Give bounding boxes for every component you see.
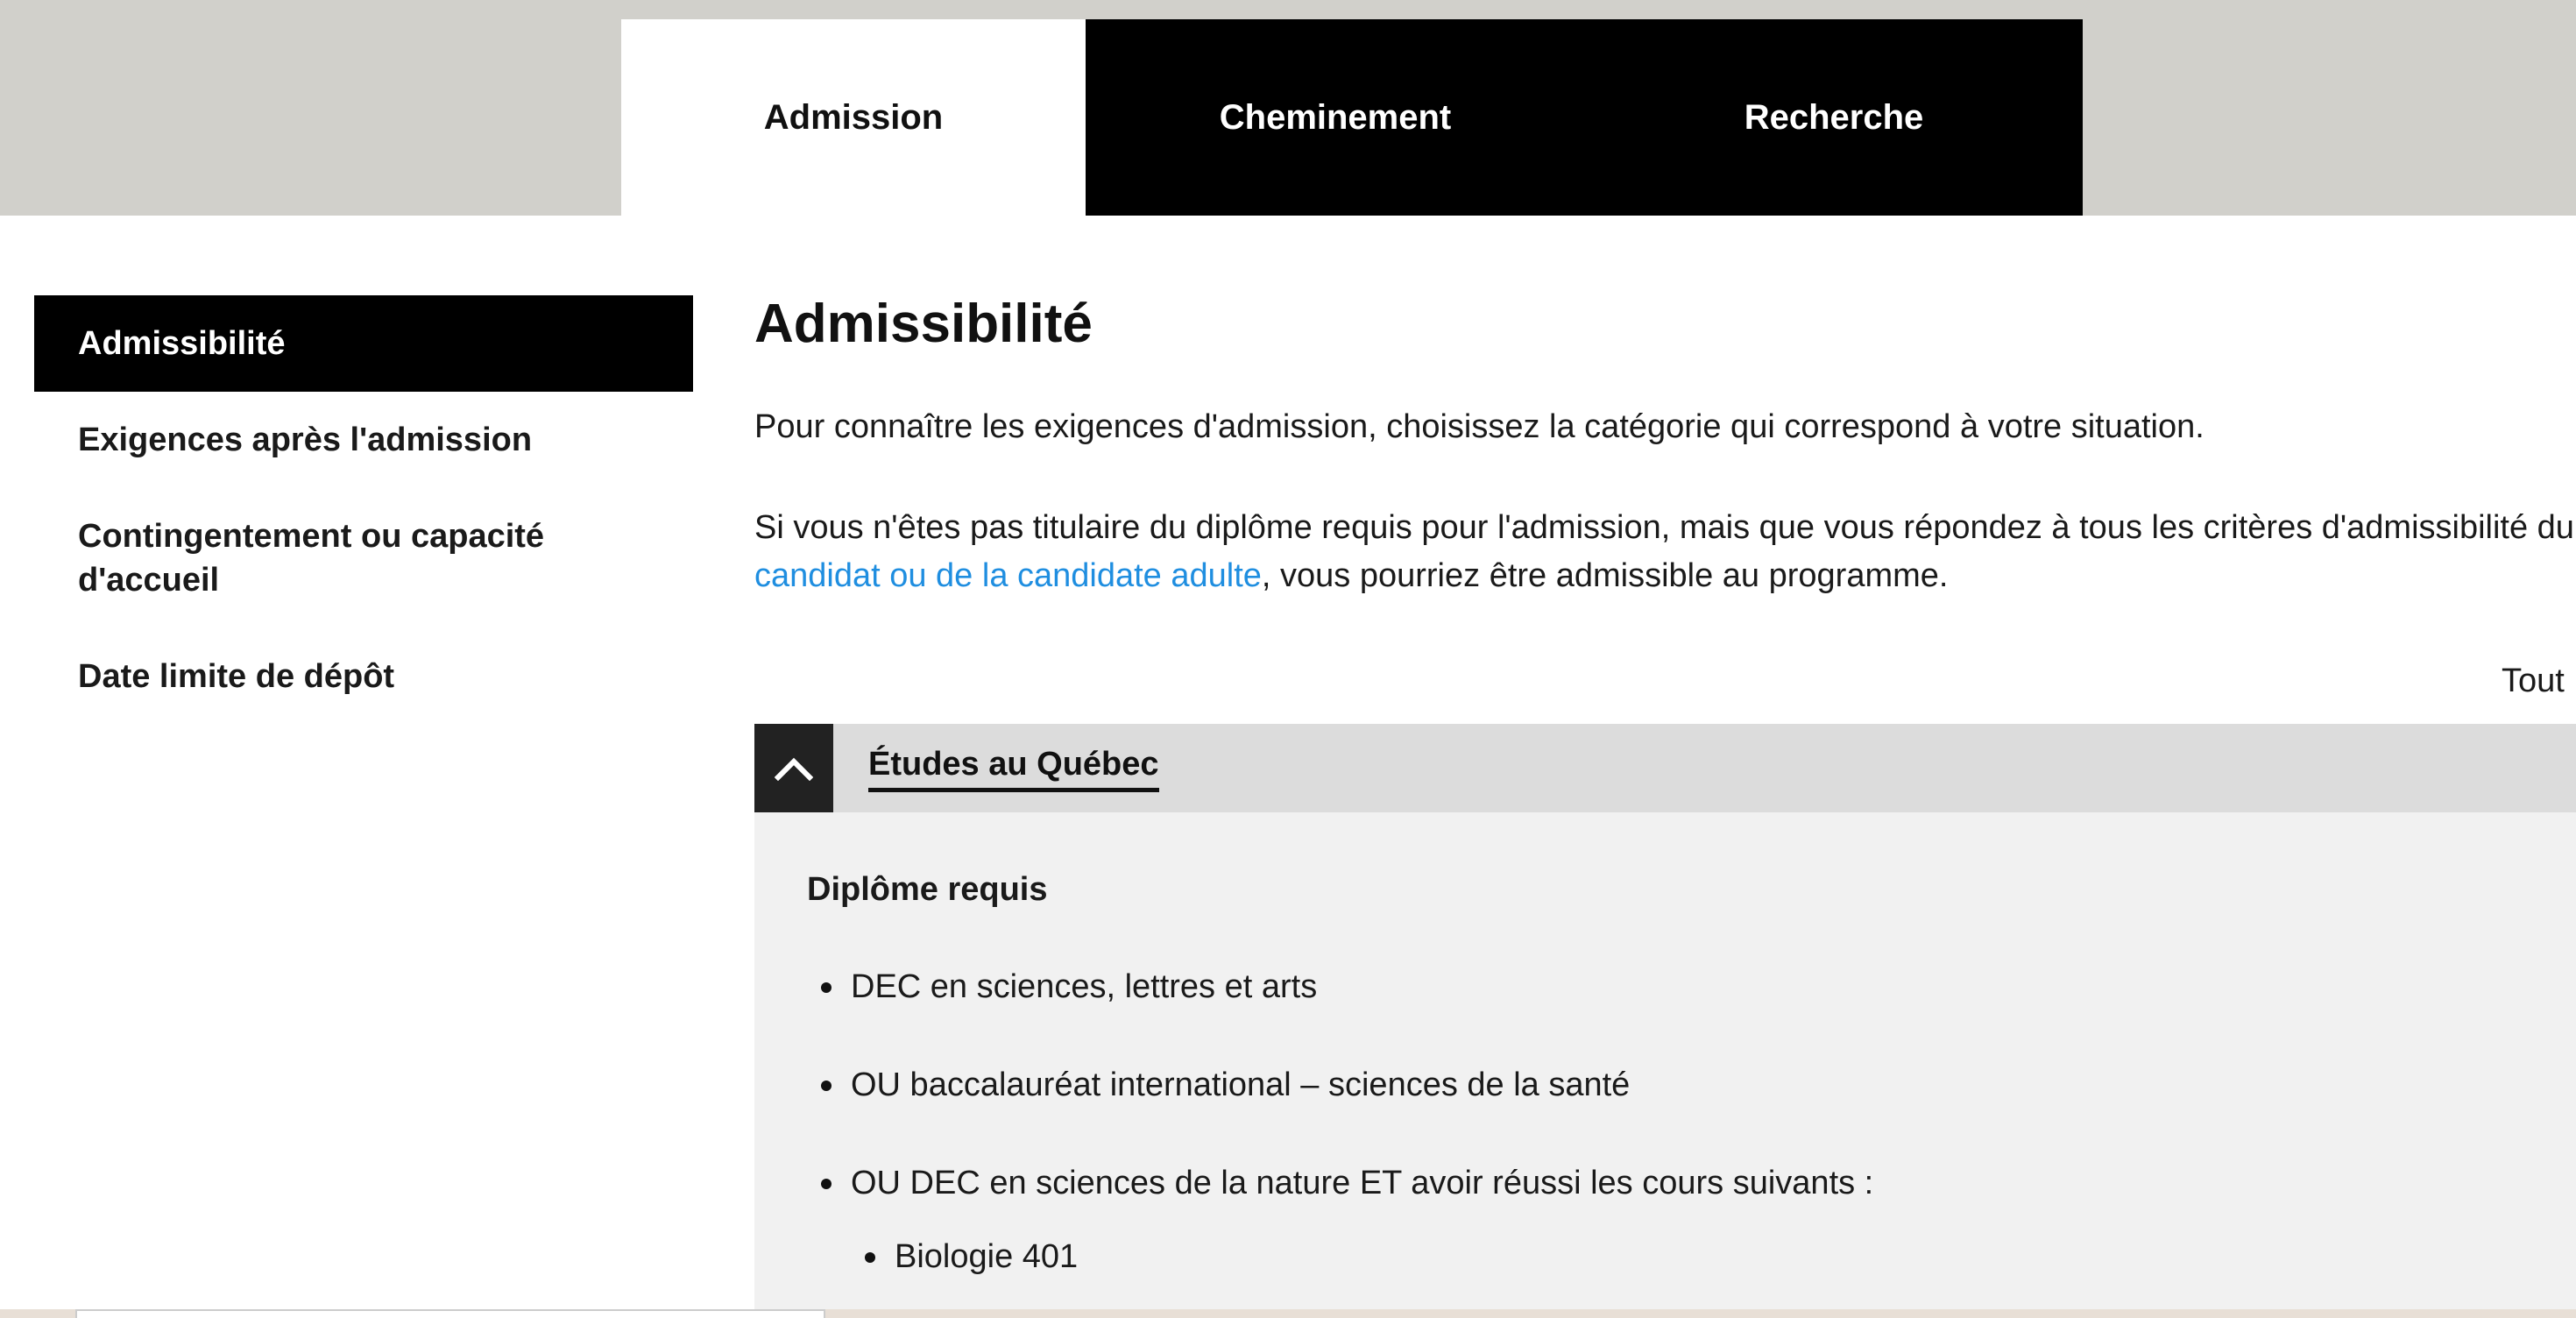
adult-text-after: , vous pourriez être admissible au programme.	[1261, 557, 1949, 594]
main-content	[754, 280, 2576, 600]
main-tabs	[621, 19, 2083, 216]
list-item: OU baccalauréat international – sciences de la santé	[807, 1061, 2576, 1109]
list-item: OU DEC en sciences de la nature ET avoir réussi les cours suivants :	[807, 1159, 2576, 1207]
sidebar-nav	[34, 295, 693, 698]
intro-text: Pour connaître les exigences d'admission, choisissez la catégorie qui correspond à votre situation.	[754, 408, 2204, 445]
accordion-body	[754, 812, 2576, 1318]
sidebar-item-exigences[interactable]: Exigences après l'admission	[78, 422, 533, 458]
diploma-list	[807, 963, 2576, 1207]
top-tab-band	[0, 0, 2576, 216]
bottom-panel-edge	[75, 1309, 825, 1318]
page-title: Admissibilité	[754, 294, 1093, 354]
adult-candidate-link[interactable]: candidat ou de la candidate adulte	[754, 557, 1262, 594]
sidebar-item-contingentement[interactable]: Contingentement ou capacité d'accueil	[78, 518, 545, 599]
tab-cheminement[interactable]: Cheminement	[1086, 19, 1585, 216]
sidebar-item-admissibilite[interactable]: Admissibilité	[34, 295, 693, 392]
toggle-all-button[interactable]: Tout	[2502, 663, 2565, 699]
tab-recherche[interactable]: Recherche	[1585, 19, 2083, 216]
list-item: DEC en sciences, lettres et arts	[807, 963, 2576, 1010]
accordion-header[interactable]	[754, 724, 2576, 812]
accordion-etudes-quebec	[754, 724, 2576, 1318]
sidebar-item-date-limite[interactable]: Date limite de dépôt	[78, 658, 395, 695]
list-item: Biologie 401	[851, 1233, 2576, 1280]
adult-candidate-text	[754, 504, 2576, 600]
accordion-toggle-button[interactable]	[754, 724, 833, 812]
tab-admission[interactable]: Admission	[621, 19, 1086, 216]
chevron-up-icon	[775, 756, 813, 781]
course-list	[851, 1233, 2576, 1280]
adult-text-before: Si vous n'êtes pas titulaire du diplôme requis pour l'admission, mais que vous répondez à tous les critères d'admissibilité du	[754, 509, 2574, 546]
accordion-title: Études au Québec	[868, 744, 1159, 792]
diploma-heading: Diplôme requis	[807, 871, 1048, 908]
